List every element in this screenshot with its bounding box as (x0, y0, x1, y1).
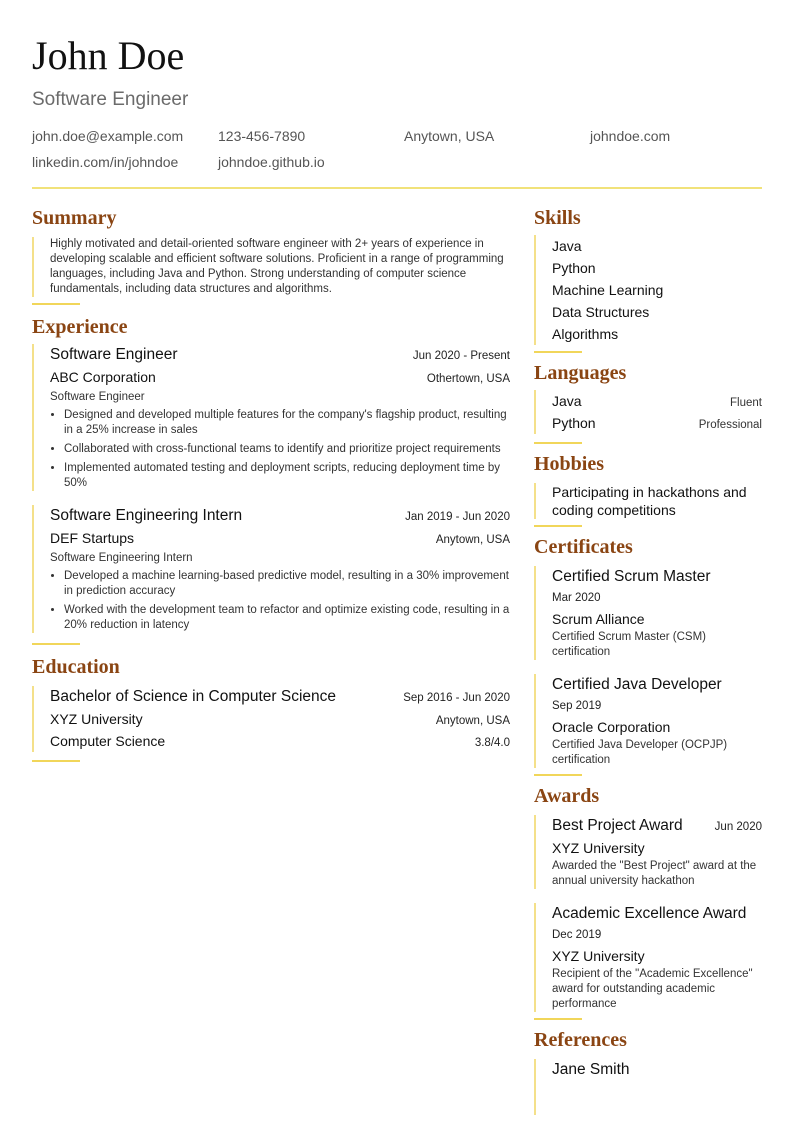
candidate-name: John Doe (32, 33, 185, 78)
contact-linkedin[interactable]: linkedin.com/in/johndoe (32, 154, 179, 170)
field-of-study: Computer Science (50, 733, 166, 749)
job-company: DEF Startups (50, 530, 135, 546)
education-heading: Education (32, 656, 120, 678)
hobbies-list (534, 483, 762, 519)
award-date: Dec 2019 (552, 929, 602, 941)
skill-item: Algorithms (552, 326, 619, 342)
job-bullets (50, 569, 510, 633)
job-bullets (50, 408, 510, 491)
job-title: Software Engineering Intern (50, 507, 243, 524)
contact-website[interactable]: johndoe.com (590, 128, 671, 144)
award-date: Jun 2020 (714, 821, 762, 833)
section-divider (534, 774, 582, 776)
certificate-description: Certified Java Developer (OCPJP) certification (552, 739, 728, 766)
school: XYZ University (50, 711, 143, 727)
languages-list (534, 390, 762, 434)
skill-item: Python (552, 260, 596, 276)
awards-heading: Awards (534, 785, 600, 807)
candidate-role: Software Engineer (32, 89, 189, 110)
job-date: Jun 2020 - Present (412, 350, 510, 362)
section-divider (534, 351, 582, 353)
section-divider (534, 442, 582, 444)
references-list (534, 1059, 762, 1115)
award-name: Best Project Award (552, 817, 683, 834)
job-company: ABC Corporation (50, 369, 156, 385)
contact-info (32, 127, 762, 171)
certificate-date: Mar 2020 (552, 592, 601, 604)
list-item: • Collaborated with cross-functional teams to identify and prioritize project requirements (64, 442, 510, 457)
skill-item: Data Structures (552, 304, 650, 320)
hobby-item: Participating in hackathons and coding competitions (552, 484, 747, 518)
certificate-description: Certified Scrum Master (CSM) certification (552, 631, 706, 658)
job-location: Anytown, USA (435, 534, 510, 546)
language-name: Java (552, 393, 582, 409)
summary-text: Highly motivated and detail-oriented software engineer with 2+ years of experience in developing scalable and efficient software solutions. Proficient in a range of programming languages, including Java and Python. Strong understanding of computer science fundamentals, including data structures and algorithms. (50, 238, 504, 295)
summary-block (32, 237, 510, 297)
degree: Bachelor of Science in Computer Science (50, 688, 337, 705)
education-entry (32, 686, 510, 752)
skill-item: Java (552, 238, 582, 254)
contact-phone[interactable]: 123-456-7890 (218, 128, 306, 144)
contact-github[interactable]: johndoe.github.io (218, 154, 325, 170)
summary-heading: Summary (32, 207, 117, 229)
skills-heading: Skills (534, 207, 581, 229)
school-location: Anytown, USA (435, 715, 510, 727)
certificate-entry (534, 674, 762, 768)
references-heading: References (534, 1029, 627, 1051)
language-item (552, 390, 762, 412)
language-level: Professional (698, 419, 762, 431)
job-date: Jan 2019 - Jun 2020 (405, 511, 510, 523)
certificate-name: Certified Java Developer (552, 676, 722, 693)
list-item: • Implemented automated testing and deployment scripts, reducing deployment time by 50% (64, 461, 510, 491)
experience-entry (32, 505, 510, 633)
education-date: Sep 2016 - Jun 2020 (403, 692, 510, 704)
award-entry (534, 903, 762, 1012)
language-name: Python (552, 415, 596, 431)
section-divider (32, 643, 80, 645)
award-issuer: XYZ University (552, 948, 645, 964)
section-divider (32, 303, 80, 305)
list-item: • Developed a machine learning-based predictive model, resulting in a 30% improvement in prediction accuracy (64, 569, 510, 599)
side-column (534, 205, 762, 1115)
section-divider (534, 525, 582, 527)
experience-heading: Experience (32, 316, 128, 338)
hobbies-heading: Hobbies (534, 453, 605, 475)
award-description: Recipient of the "Academic Excellence" award for outstanding academic performance (552, 968, 753, 1010)
list-item: • Worked with the development team to refactor and optimize existing code, resulting in a 20% reduction in latency (64, 603, 510, 633)
list-item: • Designed and developed multiple features for the company's flagship product, resulting in a 25% increase in sales (64, 408, 510, 438)
gpa: 3.8/4.0 (474, 737, 510, 749)
certificate-issuer: Scrum Alliance (552, 611, 645, 627)
job-location: Othertown, USA (426, 373, 510, 385)
job-title: Software Engineer (50, 346, 178, 363)
skill-item: Machine Learning (552, 282, 664, 298)
award-entry (534, 815, 762, 889)
language-item (552, 412, 762, 434)
award-name: Academic Excellence Award (552, 905, 747, 922)
reference-name: Jane Smith (552, 1061, 630, 1078)
award-description: Awarded the "Best Project" award at the annual university hackathon (552, 860, 757, 887)
language-level: Fluent (730, 397, 762, 409)
header-divider (32, 187, 762, 189)
section-divider (534, 1018, 582, 1020)
languages-heading: Languages (534, 362, 627, 384)
contact-email[interactable]: john.doe@example.com (32, 128, 184, 144)
section-divider (32, 760, 80, 762)
certificates-heading: Certificates (534, 536, 633, 558)
certificate-date: Sep 2019 (552, 700, 602, 712)
certificate-issuer: Oracle Corporation (552, 719, 671, 735)
award-issuer: XYZ University (552, 840, 645, 856)
certificate-name: Certified Scrum Master (552, 568, 711, 585)
job-role: Software Engineering Intern (50, 552, 193, 564)
job-role: Software Engineer (50, 391, 145, 403)
skills-list (534, 235, 762, 345)
certificate-entry (534, 566, 762, 660)
main-column (32, 205, 510, 762)
experience-entry (32, 344, 510, 491)
contact-location: Anytown, USA (404, 128, 495, 144)
